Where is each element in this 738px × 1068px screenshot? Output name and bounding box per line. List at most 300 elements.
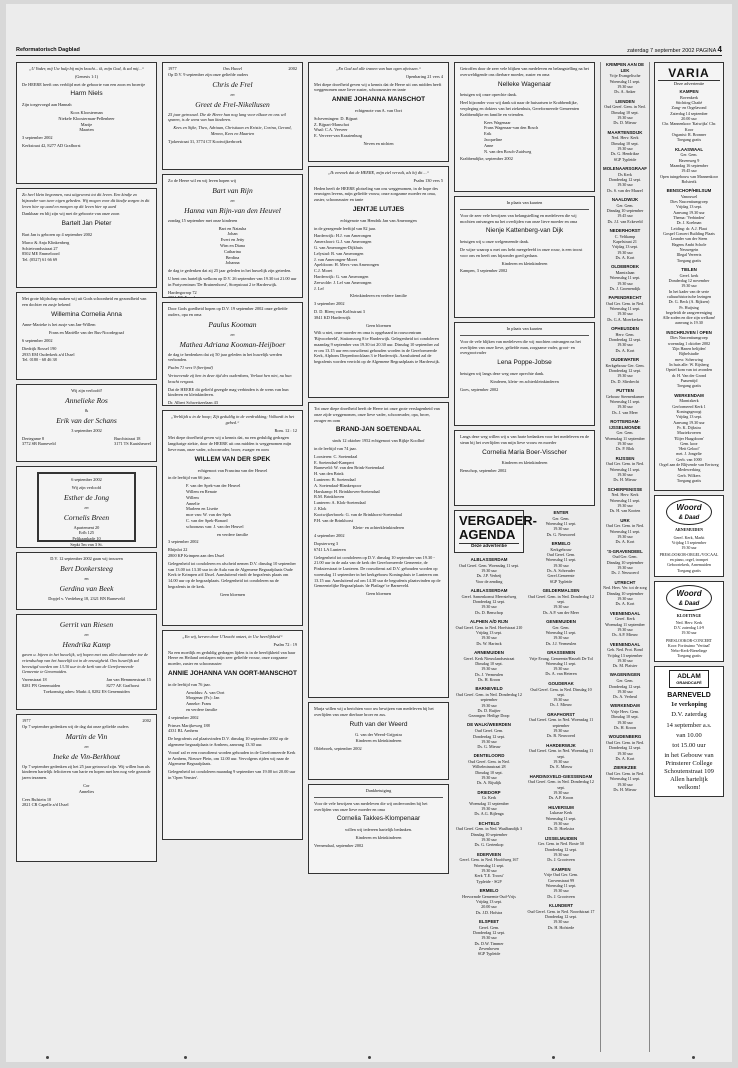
thanks-ad-takkes xyxy=(308,784,449,874)
ad-address: Prinses Marijkeweg 188 4331 BL Arnhem xyxy=(168,722,210,734)
event-details: Ger. Gem. Woensdag 11 september 19.30 uur Ds. P. Blok xyxy=(605,430,645,452)
ad-heading: In plaats van kaarten xyxy=(506,326,543,331)
event-details: C. Veltkamp Kapelstraat 21 Vrijdag 13 sept. 19.30 uur Ds. A. Kort xyxy=(611,233,639,260)
adlam-line4: van 10.00 xyxy=(676,731,702,739)
name-2: Ineke de Vin-Berkhout xyxy=(53,751,120,761)
event-details: Oud Geref. Gem. in Ned. Noordstraat 17 Donderdag 12 sept. 19.30 uur Ds. H. Hofstede xyxy=(527,908,595,930)
event-place: WOUDENBERG xyxy=(608,734,642,740)
event-details: Oud Ger. Gem. in Ned. Donderdag 12 sept. 19.30 uur Ds. A. Kort xyxy=(605,740,645,762)
event-place: ZIERIKZEE xyxy=(613,765,637,771)
registration-dot xyxy=(46,1056,49,1059)
ad-heading: In plaats van kaarten xyxy=(506,200,543,205)
event-place: DE WALK/WEERDEN xyxy=(467,722,511,728)
ad-body: Op 7 september gedenken zij het 25 jaar getrouwd zijn. Wij willen hun als kinderen hartelijk feliciteren van harte en hopen met hen nog vele gezonde jaren tezamen. xyxy=(22,763,151,781)
event-place: GELDERMALSEN xyxy=(542,587,580,593)
event-details: Geref. Gem. in Ned. Hoofdweg 167 Woensdag 11 sept. 19.30 uur Kerk 'T.E. Troost' Typleide - SGP xyxy=(459,857,519,884)
ad-sub: willen wij iedereen hartelijk bedanken. xyxy=(345,827,412,833)
year-left: 1977 xyxy=(22,718,31,723)
event-details: Herv. Gem. Donderdag 12 sept. 19.30 uur Ds. A. Kort xyxy=(609,331,641,353)
verse-ref: Psalm 72 : 19 xyxy=(273,641,297,647)
event-place: OLDEBROEK xyxy=(610,264,640,270)
event-item xyxy=(603,130,647,162)
verse-ref: Openbaring 21 vers 4 xyxy=(405,73,443,79)
ad-body: betuigen wij onze oprechte dank. xyxy=(460,92,517,98)
family-list: Kinderen en kleinkinderen xyxy=(501,460,548,466)
conjunction: en xyxy=(84,504,89,510)
event-place: WAGENINGEN xyxy=(609,672,641,678)
conjunction: en xyxy=(230,331,235,337)
event-details: Vrije Herv. Gem. Dinsdag 10 sept. 19.30 uur Ds. H. Kroon xyxy=(610,709,640,731)
event-item xyxy=(454,650,524,682)
event-details: Oud Ger. Gem. in Ned. Woensdag 11 sept. 19.30 uur Ds. G.A. Moerkerken xyxy=(605,300,645,322)
event-place: OUDEWATER xyxy=(610,357,640,363)
column-1 xyxy=(16,62,157,866)
event-details: Ger. Gem. Woensdag 11 sept. 19.30 uur Ds. G. Neuwoerd xyxy=(545,515,577,537)
name-2: Erik van der Schans xyxy=(56,415,117,425)
logo-word: Woord xyxy=(676,588,702,598)
ad-intro: Met diepe droefheid geven wij u kennis dat, na een geduldig gedragen langdurige ziekte, door de HEERE uit ons midden is weggenomen mijn lieve man, onze vader, schoonvader, broer, zwager en oom xyxy=(168,435,292,452)
event-place: VEENENDAAL xyxy=(609,610,641,616)
event-place: TIELEN xyxy=(681,266,697,272)
event-details: Oud Geref. Gem. Donderdag 12 sept. 19.30 uur Ds. G. Mieuw xyxy=(473,728,505,750)
event-item xyxy=(454,790,524,817)
event-details: Ger. Gem. Woensdag 11 sept. 19.30 uur Ds. J.J. Vermeulen xyxy=(545,624,577,646)
ad-intro: Door Gods goedheid hopen op D.V. 19 september 2002 onze geliefde ouders, opa en oma xyxy=(168,306,288,317)
logo-extra: PRESLOOKOR-CONCERT Koor: Fortissimo 'Veritaal' Nebo-Kerk-Biezelinge Toegang gratis xyxy=(666,637,712,659)
event-place: MAARTENSDIJK xyxy=(607,129,643,135)
ad-date: Veenendaal, september 2002 xyxy=(314,842,364,848)
event-place: ROTTERDAM-IJSSELMONDE xyxy=(609,419,641,430)
deceased-name: Ruth van der Weerd xyxy=(349,720,408,728)
deceased-name: Cornelia Takkes-Klompenaar xyxy=(336,815,421,823)
ad-address: Marco & Anja Klinkenberg Schietvondsstraat 27 8502 ME Emmeloord Tel. (0527) 61 66 69 xyxy=(22,239,70,263)
birth-ad-harm xyxy=(16,62,157,184)
verse-ref: Psalm 71 vers 9 (berijmd) xyxy=(168,365,213,371)
event-item xyxy=(658,188,720,263)
woord-daad-ad-1 xyxy=(654,495,724,577)
family-list: G. van der Weerd-Grijpstra Kinderen en kleinkinderen xyxy=(355,732,402,744)
ad-date: 4 september 2002 xyxy=(314,533,345,539)
name-2: Greet de Frel-Nikellusen xyxy=(195,99,270,109)
family-list: Arnoldus: A. van Oort Morgenar (Fr.): Jan Anneke: Frans en verdere familie xyxy=(186,689,225,712)
ad-heading: Wij zijn verloofd xyxy=(71,484,102,490)
event-place: PAPENDRECHT xyxy=(608,295,642,301)
children: Cor Annelies xyxy=(78,783,95,794)
ad-intro: Voor de vele bewijzen van medeleven die wij ondervonden bij het overlijden van onze lieve moeder en oma xyxy=(314,800,428,812)
ad-body-3: U bent ons hartelijk welkom op D.V. 26 september van 19.30 tot 21.00 uur in Partycentrum 'De Bruinenhorst', Stoepstraat 2 te Harderwijk. xyxy=(168,276,297,287)
event-place: DRIEDORP xyxy=(477,789,501,795)
ad-intro: Heden heeft de HEERE plotseling van ons weggenomen, in de hope des eeuwigen levens, mijn geliefde vrouw, onze zorgzame moeder en oma, zuster, schoonzuster en tante xyxy=(314,185,439,203)
event-details: Oud Geref. Gem. in Ned. Waalbandijk 3 Dinsdag 10 september 19.30 uur Ds. G. Gertenkop xyxy=(455,826,523,848)
ad-date: Krabbendijke, september 2002 xyxy=(460,156,513,162)
event-place: URK xyxy=(620,517,630,523)
family-list: Harderwijk: H.J. van Amerongen Amersfoort: G.J. van Amerongen G. van Amerongen-Dijkhuis Lelystad: B. van Amerongen J. van Amerongen-Moret Apeldoorn: H. Mevr.-van Amerongen C.J. Moret Harderwijk: G. van Amerongen Zeewolde: J. Lef van Amerongen J. Lef xyxy=(314,233,379,291)
name-2: Cornelis Breen xyxy=(63,512,110,522)
column-2 xyxy=(162,62,303,844)
event-place: HARDINXVELD-GIESSENDAM xyxy=(529,773,593,779)
event-item xyxy=(527,867,595,899)
registration-dot xyxy=(692,1056,695,1059)
birth-ad-bartelt xyxy=(16,188,157,288)
ad-date: 3 september 2002 xyxy=(314,301,345,307)
age: in de leeftijd van 74 jaar. xyxy=(314,445,357,451)
event-place: KLAASWAAL xyxy=(674,146,704,152)
ad-intro: Dankbaar en blij zijn wij met de geboorte van onze zoon xyxy=(22,211,120,217)
event-details: Oud Ger. Gem. in Ned. Woensdag 11 sept. 19.30 uur Ds. H. Mieuw xyxy=(605,461,645,483)
obituary-vanoort xyxy=(162,630,303,840)
ad-body-3: Gelegenheid tot condoleren maandag 9 september van 19.00 tot 20.00 uur in 'Open Venster'. xyxy=(168,769,296,780)
ad-address: Cees Bulstein 10 2821 CR Capelle a/d IJssel xyxy=(22,796,69,808)
deceased-sub: echtgenote van Hendrik Jan van Amerongen xyxy=(340,217,417,223)
conjunction: en xyxy=(84,743,89,749)
agenda-title-line2: AGENDA xyxy=(459,526,516,542)
event-place: DENTELOORD xyxy=(473,753,505,759)
event-details: Vrije Evang. Gemeente/Hasselt De Tol Woensdag 11 sept. 19.30 uur Ds. A. van Heteren xyxy=(529,655,593,677)
event-place: EDERVEEN xyxy=(476,851,502,857)
event-item xyxy=(527,836,595,863)
thanks-ad-vanderweerd xyxy=(308,702,449,780)
ad-body: gaven u. bijeen in het huwelijk, wij hopen met ons allen daaronder toe de vriendschap van het huwelijk tot in de eeuwigheid. Ons huwelijk zal bevestigd worden om 13.30 uur in de kerk van de Gereformeerde Gemeente te Genemuiden. xyxy=(22,652,148,675)
event-place: MOLENAARSGRAAF xyxy=(603,165,647,171)
event-item xyxy=(603,518,647,545)
anniversary-ad-frel xyxy=(162,62,303,170)
event-details: Vrije Evangelische Woensdag 11 sept. 19.30 uur Ds. A. Anker xyxy=(609,73,641,95)
conjunction: en xyxy=(84,575,89,581)
page-number: 4 xyxy=(717,45,722,54)
varia-column xyxy=(654,62,724,797)
event-item xyxy=(454,821,524,848)
event-details: Ned. Herv. Kerk Woensdag 11 sept. 19.30 uur Ds. H. van Kooten xyxy=(609,492,641,514)
conjunction: en xyxy=(230,197,235,203)
engagement-ad-dejong xyxy=(16,466,157,548)
event-item xyxy=(603,264,647,291)
obituary-vanderspek xyxy=(162,410,303,626)
year-right: 2002 xyxy=(142,718,151,723)
event-item xyxy=(527,619,595,646)
thanks-ad-boer xyxy=(454,430,595,506)
ad-intro: Tot onze diepe droefheid heeft de Heere tot onze grote verslagenheid van onze zijde weggenomen, onze lieve vader, schoonvader, opa, broer, zwager en oom xyxy=(314,406,440,423)
event-details: Oud Ger. Gem. Dinsdag 10 september 19.30 uur Ds. J. Neuwoerd xyxy=(606,554,644,576)
woord-daad-logo xyxy=(666,499,711,525)
name-1: Chris de Frel xyxy=(212,79,253,89)
verse: „Verblijdt u in de hoop; Zijt geduldig in de verdrukking; Volhardt in het gebed.“ xyxy=(170,414,295,425)
ad-footer: Dopjel v. Vredeberg 18, 2321 BN Barneveld xyxy=(48,595,125,601)
thanks-ad-kattenberg xyxy=(454,196,595,318)
event-item xyxy=(658,267,720,326)
year-mid: Ons Huwel xyxy=(222,66,243,71)
logo-word: Woord xyxy=(676,503,702,513)
name-1: Esther de Jong xyxy=(64,492,109,502)
anniversary-ad-devin xyxy=(16,714,157,862)
event-place: KRIMPEN AAN DE LEK xyxy=(605,62,645,73)
child-name: Willemina Cornelia Anna xyxy=(51,310,122,318)
ad-closing: Geen bloemen xyxy=(366,591,391,597)
ad-body-2: Dat de HEERE dit geliefd gezegde mag verbinden is de wens van hun kinderen en kleinkinderen. xyxy=(168,386,289,398)
event-place: GOUDERAK xyxy=(548,680,574,686)
obituary-lutjes xyxy=(308,166,449,398)
verse: „U Vader, mij Uw hulp bij mijn kracht... ik, mijn God, ik zal mij...“ xyxy=(28,66,145,71)
obituary-soetendaal xyxy=(308,402,449,698)
event-item xyxy=(527,805,595,832)
verse: Zo heel klein begonnen, vast uitgeworst tot dit leven. Een kindje zo bijzonder van twee eigen gebeden. Wij mogen voor dit kindje zorgen in dit leven hier op aard en morgen op dit leven hier op aard xyxy=(22,192,150,209)
woord-daad-logo xyxy=(666,585,711,611)
family-list: Kinderen, klein- en achterkleinkinderen xyxy=(490,378,559,384)
engagement-ad-ros xyxy=(16,384,157,462)
ad-date: 3 september 2002 xyxy=(168,539,199,545)
ad-date: 4 september 2002 xyxy=(168,714,199,720)
name-2: Hendrika Kamp xyxy=(62,639,111,649)
event-details: Ger. Gem. Donderdag 12 sept. 19.30 uur Ds. A. Verheul xyxy=(609,678,641,700)
ad-address: Kerkstraat 42, 8277 AD Grafhorst xyxy=(22,142,81,148)
family-list: Kees Wagenaar Frans Wagenaar-van den Bosch Erik Jacqueline Anne N. van den Bosch-Zuidweg xyxy=(484,119,539,154)
event-details: Ned. Herv. Ver. tot de zorg Dinsdag 10 september 19.30 uur Ds. A. Kort xyxy=(603,585,647,607)
page-date xyxy=(627,45,722,54)
family-list: Scheveningen: D. Bijpart Z. Bijpart-Manschot Waal: C.A. Verveer E. Verveer-van Kraaienburg xyxy=(314,115,363,139)
varia-list xyxy=(658,89,720,483)
deceased-name: Nienje Kattenberg-van Dijk xyxy=(485,227,564,235)
verse: Vertoevende zij hen in deze tijd des ouderdoms, Verlaat hen niet, nu hun kracht vergaat. xyxy=(168,373,292,384)
children: Bart en Natasha Johan Evert en Jetty Wim en Diana Catharina Berdina Johanna xyxy=(218,225,247,266)
logo-details: Ned. Herv. Kerk D.V. zaterdag 14-9 19.30 uur xyxy=(673,620,705,636)
ad-footer: Dr. Albert Schweitzerlaan 43 xyxy=(168,400,218,406)
ad-address: Hardergorrop 72 3851 EN Ermelo xyxy=(168,289,198,298)
logo-sub: & Daad xyxy=(678,515,700,522)
event-details: Geref. Kerk Nieuwlandsestraat Dinsdag 10 sept. 19.30 uur Ds. J. Vermeulen Ds. H. Kroon xyxy=(463,655,515,682)
ad-date: 3 september 2002 xyxy=(22,135,53,141)
event-details: Oud Geref. Gem. Woensdag 11 sept. 19.30 uur Ds. J.P. Verheij Voor de zending xyxy=(459,562,519,584)
event-place: 'S-GRAVENDEEL xyxy=(607,548,643,554)
family-extra: Klein- en achterkleinkinderen xyxy=(352,525,405,531)
ad-closing: Geen bloemen xyxy=(220,591,245,597)
logo-city: KLOETINGE xyxy=(676,612,702,618)
event-details: Oud Geref. Gem. in Ned. Hoefstraat 210 Vrijdag 13 sept. 19.30 uur Ds. W. Harinck xyxy=(455,624,523,646)
ad-body: de dag te herdenken dat zij 50 jaar geleden in het huwelijk werden verbonden. xyxy=(168,351,283,363)
event-item xyxy=(658,393,720,484)
ad-body: betuigen wij langs deze weg onze oprechte dank. xyxy=(460,370,545,376)
adlam-line5: tot 15.00 uur xyxy=(672,741,706,749)
event-details: Geb. Ned. Prot. Bond Vrijdag 13 september 19.30 uur Ds. M. Plaisier xyxy=(607,647,643,669)
event-place: BARNEVELD xyxy=(475,686,503,692)
ad-date: 3 september 2002 xyxy=(71,427,102,433)
family-list: Loosteren: C. Soetendaal E. Soetendaal-Kampert Barneveld: W. van den Brink-Soetendaal H. van den Brink Lunteren: B. Soetendaal A. Soetendaal-Blankespoor Harskamp: H. Brinkhoven-Soetendaal B.M. Brinkhoven Lunteren: A. Klok-Soetendaal J. Klok Kootwijkerbroek: G. van de Brinkhorst-Soetendaal P.H. van de Brinkhorst xyxy=(314,453,402,523)
family-list: F. van der Spek-van der Heuvel Willem en Renate Willem Annelie Marleen en Lisette moe van: W. van der Spek C. van der Spek-Bonard schoonzus van: J. van der Heuvel xyxy=(186,483,244,529)
event-item xyxy=(603,703,647,730)
page-label: PAGINA xyxy=(695,48,717,54)
event-details: Oud Geref. Gem. in Ned. Woensdag 11 september 19.30 uur Ds. B. Neuwoerd xyxy=(528,717,594,739)
event-item xyxy=(527,774,595,801)
event-place: ALPHEN A/D RIJN xyxy=(470,618,508,624)
varia-box xyxy=(654,62,724,491)
age: in de leeftijd van 66 jaar. xyxy=(168,475,211,481)
ad-body-2: Vooraf zal er een rouwdienst worden gehouden in de Gereformeerde Kerk te Arnhem, Nieuwe Plein, om 12.00 uur. Vervolgens rijden wij naar de Algemene Begraafplaats. xyxy=(168,749,296,767)
ad-body: 25 jaar getrouwd. Die de Heere hun nog lang voor elkaar en ons wil sparen, is de wens van hun kinderen. xyxy=(168,111,286,123)
ad-footer: Toekomstig adres: Markt 4, 8282 ES Genemuiden xyxy=(43,688,130,694)
event-item xyxy=(603,642,647,669)
ad-heading: Wij zijn verloofd! xyxy=(71,388,102,393)
event-place: OPHEUSDEN xyxy=(611,326,639,332)
parents: Frans en Mariëlle van der Bus-Noordegraaf xyxy=(48,330,125,336)
event-item xyxy=(603,388,647,415)
logo-extra: PRESLOOKOR-ORGEL/VOCAAL en piano, orgel, trompet Geboortekerk, Arnemuiden Toegang gratis xyxy=(659,552,719,573)
ad-heading: Dankbetuiging xyxy=(365,788,392,793)
ad-heading: D.V. 12 september 2002 gaan wij trouwen xyxy=(50,556,123,561)
name-1: Gerrit van Riesen xyxy=(59,620,114,629)
event-place: BENSCHOP/HELSUM xyxy=(666,188,712,194)
event-item xyxy=(527,903,595,930)
varia-title: VARIA xyxy=(658,66,720,81)
event-item xyxy=(603,62,647,95)
ad-sub: Anne-Marieke is het zusje van Jan-Willem xyxy=(22,322,96,328)
event-place: ECHTELD xyxy=(478,820,500,826)
anniversary-ad-kooman xyxy=(162,302,303,406)
family-extra: Neven en nichten xyxy=(363,140,394,146)
event-item xyxy=(527,743,595,770)
agenda-left xyxy=(454,510,538,961)
deceased-name: JENTJE LUTJES xyxy=(352,205,405,213)
event-item xyxy=(603,357,647,384)
adlam-line2: D.V. zaterdag xyxy=(671,711,707,719)
event-item xyxy=(454,753,524,785)
event-item xyxy=(454,686,524,718)
event-item xyxy=(658,89,720,143)
ad-date: Kampen, 3 september 2002 xyxy=(460,268,508,274)
ad-sub: Zijn toegevoegd aan Hannah xyxy=(22,102,72,108)
age: in de gezegende leeftijd van 82 jaar. xyxy=(314,225,376,231)
ad-body: Gelegenheid tot condoleren en afscheid nemen D.V. dinsdag 10 september van 13.00 tot 13.30 uur in de Aula van de Algemene Begraafplaats Oude Kerk te Krimpen a/d IJssel. Aansluitend vindt de begrafenis plaats om 14.00 uur op de begraafplaats. Gelegenheid tot condoleren na de begrafenis in de kerk. xyxy=(168,560,296,589)
event-details: Ger. Gem. in Ned. Boxte 50 Donderdag 12 sept. 19.30 uur Ds. J. Grootveen xyxy=(538,841,584,863)
event-place: IJSSELMUIDEN xyxy=(544,835,578,841)
ad-date: 6 september 2002 xyxy=(22,337,53,343)
registration-dot xyxy=(368,1056,371,1059)
event-item xyxy=(454,888,524,915)
event-details: Oud Ger. Gem. in Ned. Woensdag 11 sept. 19.30 uur Ds. H. Mieuw xyxy=(605,771,645,793)
event-place: HARDERWIJK xyxy=(546,742,576,748)
address-1: Apartement 20 Erfh 125 Pelikaankade 10 Sepkt 5m van 3 St. xyxy=(70,524,103,548)
registration-dot xyxy=(552,1056,555,1059)
event-place: SCHERPENISSE xyxy=(607,486,643,492)
event-item xyxy=(603,166,647,193)
event-item xyxy=(603,419,647,452)
name-1: Bert Donkersteeg xyxy=(60,563,113,573)
deceased-name: BRAND-JAN SOETENDAAL xyxy=(335,426,422,434)
agenda-title xyxy=(454,510,538,553)
event-place: KAMPEN xyxy=(551,866,571,872)
event-place: KAMPEN xyxy=(679,89,699,94)
adlam-logo-sub: GRANDCAFÉ xyxy=(676,680,702,686)
event-details: Marnixkerk Gerformeerd Kerk 1 Koningsgeoogt Vrijdag 13 sept. Aanvang 19.30 uur Pr. K. Dijkstra Muziekvoeren 'Elijer Haagdoorn' Gem. koor 'Heit Geloof' met. J. Jongelie Gerb. van 1000 Orgel aan de Blijvende van Eertweg Medewerking Gerb. Wilkers Toegang gratis xyxy=(659,398,719,483)
deceased-name: WILLEM VAN DER SPEK xyxy=(194,455,271,463)
event-item xyxy=(603,734,647,761)
event-details: Ger. Gem. Dinsdag 10 september 19.45 uur Ds. J.J. van Eckeveld xyxy=(606,202,644,224)
adlam-city: BARNEVELD xyxy=(667,692,711,700)
event-item xyxy=(454,919,524,957)
event-place: HILVERSUM xyxy=(548,804,574,810)
event-details: Oud Geref. Gem. in Ned. Dinsdag 10 sept. 19.30 uur Ds. D. Mieuw xyxy=(604,104,646,126)
event-details: Kerkgebouw Ger. Gem. Donderdag 12 sept. 19.30 uur Ds. D. Sliedrecht xyxy=(605,362,645,384)
event-item xyxy=(527,650,595,677)
verse-ref: (Genesis 1:1) xyxy=(74,73,99,79)
ad-intro: Zo de Heere wil en wij leven hopen wij xyxy=(168,178,237,183)
event-item xyxy=(603,99,647,126)
address-right: Jan van Hemmenstraat 15 8277 AE Grafhorst xyxy=(106,677,151,689)
event-item xyxy=(603,672,647,699)
wedding-ad-donkersteeg xyxy=(16,552,157,610)
conjunction: en xyxy=(230,91,235,97)
children: Kees en Sijke, Theo, Adriaan, Christiaan en Kristie, Corina, Gerard, Menno, Kees en Maarten xyxy=(173,125,292,137)
event-place: RIJSSEN xyxy=(615,455,635,461)
event-item xyxy=(454,722,524,749)
varia-subtitle: Deze advertentie xyxy=(673,81,705,86)
name-1: Paulus Kooman xyxy=(208,319,257,329)
event-details: Oud Geref. Gem. in Ned. Donderdag 12 september 19.30 uur Ds. D. Ruijter Gezongen: Heilige Doop xyxy=(456,691,522,719)
ad-intro: Op 7 september gedenken wij de dag dat onze geliefde ouders xyxy=(22,723,129,729)
verse: „Ik verzoek dat de HEERE, mijn ziel vervult, als hij dit ...“ xyxy=(327,170,430,175)
event-details: Lukasse Kerk Woensdag 11 sept. 19.30 uur Ds. D. Hoekstra xyxy=(545,810,577,832)
ad-intro: Met diepe droefheid geven wij u kennis dat de Heere uit ons midden heeft weggenomen onze lieve zuster, schoonzuster en tante xyxy=(314,81,442,93)
agenda-title-line1: VERGADER- xyxy=(459,513,538,528)
event-item xyxy=(658,147,720,185)
event-details: Ned. Herv. Kerk Dinsdag 10 sept. 19.30 uur Ds. G. Hendrikse SGP Typleide xyxy=(610,135,640,162)
event-item xyxy=(603,326,647,353)
event-details: Marnixlaan Woensdag 11 sept. 19.30 uur Ds. J. Groenendijk xyxy=(609,269,641,291)
name-2: Hanna van Rijn-van den Heuvel xyxy=(184,205,281,215)
vergader-agenda xyxy=(454,510,595,961)
verse: „En God zal alle tranen van hun ogen afwissen.“ xyxy=(335,66,422,71)
name-1: Annelieke Ros xyxy=(65,395,108,405)
event-details: Vanouwel Dies Nascentiumgroep Vrijdag 13 sept. Aanvang 19.30 uur Thema: 'Verbinden' Dr. J. Koelman Leiding: dr. A.J. Plaat Gospel Concert Building Plaats Leander van der Steen Hagens Ambt Schole Neuwegein Illegal Vereerts Toegang gratis xyxy=(663,193,715,263)
name-1: Martin de Vin xyxy=(65,731,108,741)
ad-body: De begrafenis zal plaatsvinden D.V. dinsdag 10 september 2002 op de algemene begraafplaats te Arnhem, aanvang 13.30 uur. xyxy=(168,736,289,747)
year-left: 1977 xyxy=(168,66,177,71)
ad-body: Wilt u niet, onze moeder en oma is opgebaard in rouwcentrum 'Bijvoorbeeld', Stationsweg 8 te Harderwijk. Gelegenheid tot condoleren maandag 9 september van 19.30 tot 20.30 uur. Dinsdag 10 september zal er om 13.15 uur een rouwdienst gehouden worden in de Gereformeerde Kerk, Alphons Diepenbrocklaan 3 te Harderwijk. Aansluitend zal de begrafenis worden verricht op de Algemene Begraafplaats te Harderwijk. xyxy=(314,330,440,365)
event-item xyxy=(454,619,524,646)
event-place: NAALDWIJK xyxy=(611,196,639,202)
adlam-logo-text: ADLAM xyxy=(677,673,701,681)
paper-name: Reformatorisch Dagblad xyxy=(16,47,80,53)
family-list: Kinderen en kleinkinderen xyxy=(355,834,402,840)
wedding-ad-riesen xyxy=(16,614,157,710)
ad-address: Diedrijk Rossel 190 2935 EM Ouderkerk a/d IJssel Tel. 0180 - 68 46 38 xyxy=(22,345,75,363)
ad-date: Benschop, september 2002 xyxy=(460,468,507,474)
deceased-name: Cornelia Maria Boer-Visscher xyxy=(482,448,567,456)
family-list: Koos Kloosterman Niekele Kloosterman-Pellenbeer Marije Maarten xyxy=(58,109,115,133)
ad-body-2: Heel bijzonder voor wij dank uit naar de huisartsen te Krabbendijke, verpleging en dokters van het ziekenhuis, Gereformeerde Gemeenten Krabbendijke en familie en vrienden. xyxy=(460,100,580,117)
address-left: Varenstraat 18 8281 PN Genemuiden xyxy=(22,677,61,689)
event-place: GRASSEMEN xyxy=(546,649,576,655)
ad-intro: Voor de vele blijken van medeleven die wij mochten ontvangen na het overlijden van onze lieve, geliefde man, zorgzame vader, groot- en overgrootvader xyxy=(460,338,581,356)
event-details: Bovenkerk Stichting Chaïté Zang- en Orgelavond Zaterdag 14 september 20.00 uur Chr. Mannenkoor 'Katwijks' Chr. Koor Organist: R. Bronner Toegang gratis xyxy=(661,94,717,143)
event-item xyxy=(527,510,595,537)
event-details: Hervormde Gemeente Oud-Vrijs Vrijdag 13 sept. 20.00 uur Ds. J.D. Hofstra xyxy=(462,893,516,915)
name-1: Bart van Rijn xyxy=(212,185,253,195)
ad-body-2: De wijze waarop u met ons hebt meegeleefd in onze rouw, is een troost voor ons en heeft ons bijzonder goed gedaan. xyxy=(460,246,583,258)
child-name: Harm Niels xyxy=(70,90,103,98)
adlam-line6: in het Gebouw van Prinsterer College Schoutenstraat 109 Allen hartelijk welkom! xyxy=(664,751,714,792)
ad-intro: Voor de zeer vele bewijzen van belangstelling en medeleven die wij mochten ontvangen na het overlijden van onze lieve moeder en oma xyxy=(460,212,578,224)
ad-address: D. D. Bleeq van Kolfsstraat 3 3841 KD Harderwijk xyxy=(314,308,365,320)
conjunction: en xyxy=(84,632,89,638)
ad-intro: Getroffen door de zeer vele blijken van medeleven en belangstelling na het overweldigende ons dierbare moeder, zuster en oma xyxy=(460,66,589,77)
ad-closing: Geen bloemen xyxy=(366,322,391,328)
event-item xyxy=(603,549,647,576)
woord-daad-ad-2 xyxy=(654,581,724,663)
event-details: Oud Geref. Gem. in Ned. Donderdag 12 sept. 19.30 uur Ds. A.P. Kroon xyxy=(528,779,594,801)
ad-body: Gelegenheid tot condoleren op D.V. dinsdag 10 september van 19.30 - 21.00 uur in de aula van de kerk der Gereformeerde Gemeente, de Pinksterstraat te Lunteren. De rouwdienst zal D.V. gehouden worden op woensdag 11 september in het kerkgebouw Koningshuis te Lunteren om 13.15 uur. Aansluitend zal om 14.30 uur de begrafenis plaatsvinden op de Gemeentelijke Begraafplaats 'de Platlage' te Barneveld. xyxy=(314,554,441,589)
event-item xyxy=(603,197,647,224)
logo-details: Geref. Kerk, Markt Vrijdag 13 september 19.30 uur xyxy=(671,534,707,550)
anniversary-ad-vanrijn xyxy=(162,174,303,298)
event-place: LIENDEN xyxy=(615,98,635,104)
